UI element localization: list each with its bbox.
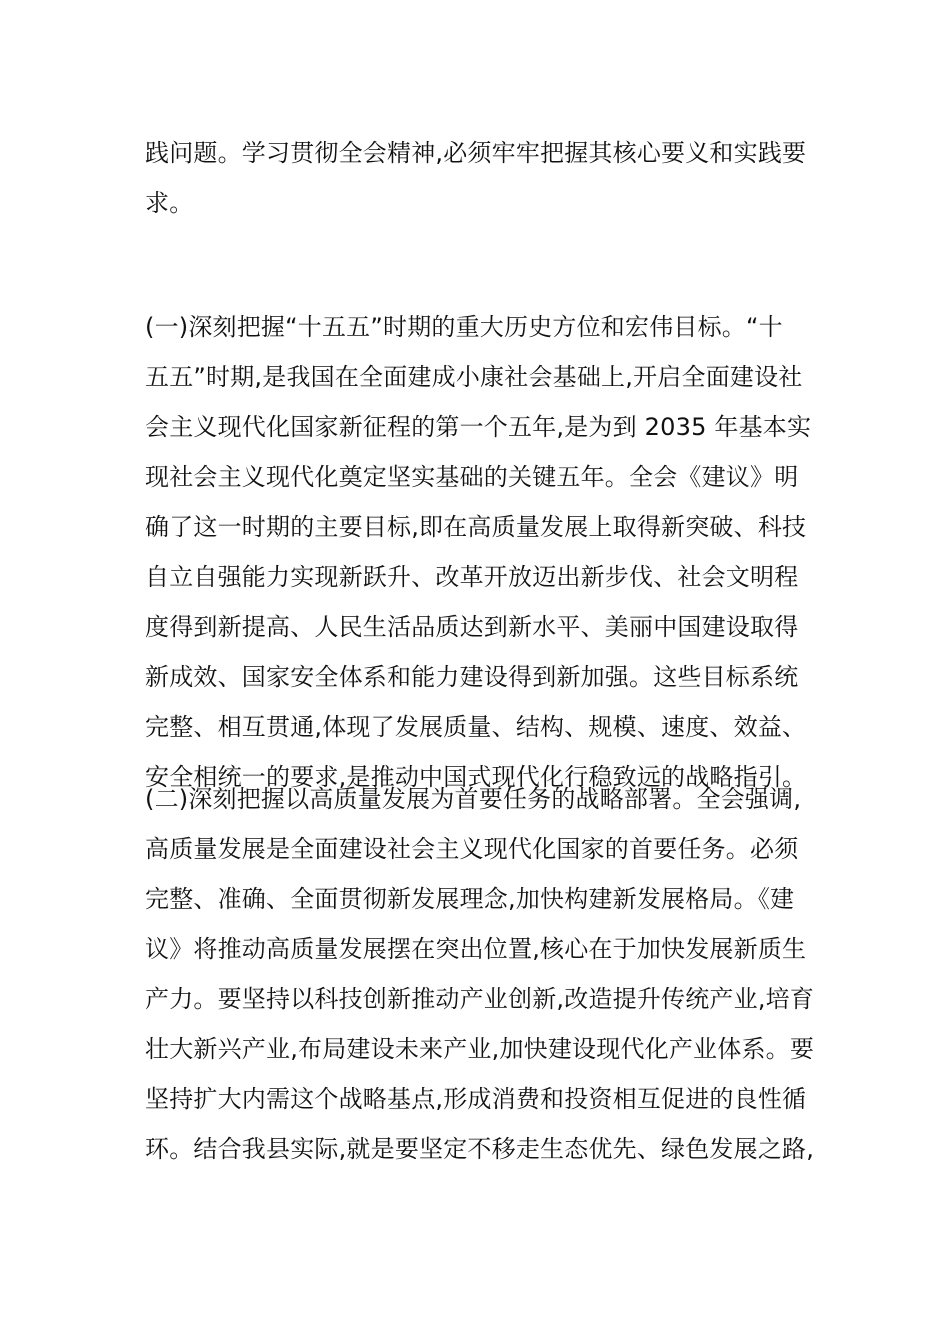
text-line: 五五”时期,是我国在全面建成小康社会基础上,开启全面建设社 bbox=[145, 363, 803, 391]
text-line: 确了这一时期的主要目标,即在高质量发展上取得新突破、科技 bbox=[145, 513, 807, 541]
paragraph-continuation bbox=[145, 128, 810, 228]
text-line: 环。结合我县实际,就是要坚定不移走生态优先、绿色发展之路, bbox=[145, 1135, 815, 1163]
text-line: 求。 bbox=[145, 189, 194, 217]
text-line: 议》将推动高质量发展摆在突出位置,核心在于加快发展新质生 bbox=[145, 935, 807, 963]
text-line: 完整、准确、全面贯彻新发展理念,加快构建新发展格局。《建 bbox=[145, 885, 795, 913]
text-line: 壮大新兴产业,布局建设未来产业,加快建设现代化产业体系。要 bbox=[145, 1035, 815, 1063]
text-line: (二)深刻把握以高质量发展为首要任务的战略部署。全会强调, bbox=[145, 785, 802, 813]
text-line: 安全相统一的要求,是推动中国式现代化行稳致远的战略指引。 bbox=[145, 763, 807, 791]
text-line: 自立自强能力实现新跃升、改革开放迈出新步伐、社会文明程 bbox=[145, 563, 799, 591]
text-line: 践问题。学习贯彻全会精神,必须牢牢把握其核心要义和实践要 bbox=[145, 139, 807, 167]
text-line: 现社会主义现代化奠定坚实基础的关键五年。全会《建议》明 bbox=[145, 463, 799, 491]
text-line: 度得到新提高、人民生活品质达到新水平、美丽中国建设取得 bbox=[145, 613, 799, 641]
text-line: 完整、相互贯通,体现了发展质量、结构、规模、速度、效益、 bbox=[145, 713, 807, 741]
text-line: 会主义现代化国家新征程的第一个五年,是为到 2035 年基本实 bbox=[145, 413, 812, 441]
text-line: 高质量发展是全面建设社会主义现代化国家的首要任务。必须 bbox=[145, 835, 799, 863]
text-line: 产力。要坚持以科技创新推动产业创新,改造提升传统产业,培育 bbox=[145, 985, 815, 1013]
text-line: 新成效、国家安全体系和能力建设得到新加强。这些目标系统 bbox=[145, 663, 799, 691]
text-line: (一)深刻把握“十五五”时期的重大历史方位和宏伟目标。“十 bbox=[145, 313, 783, 341]
paragraph-section-one bbox=[145, 302, 810, 802]
text-line: 坚持扩大内需这个战略基点,形成消费和投资相互促进的良性循 bbox=[145, 1085, 807, 1113]
paragraph-section-two bbox=[145, 774, 815, 1174]
